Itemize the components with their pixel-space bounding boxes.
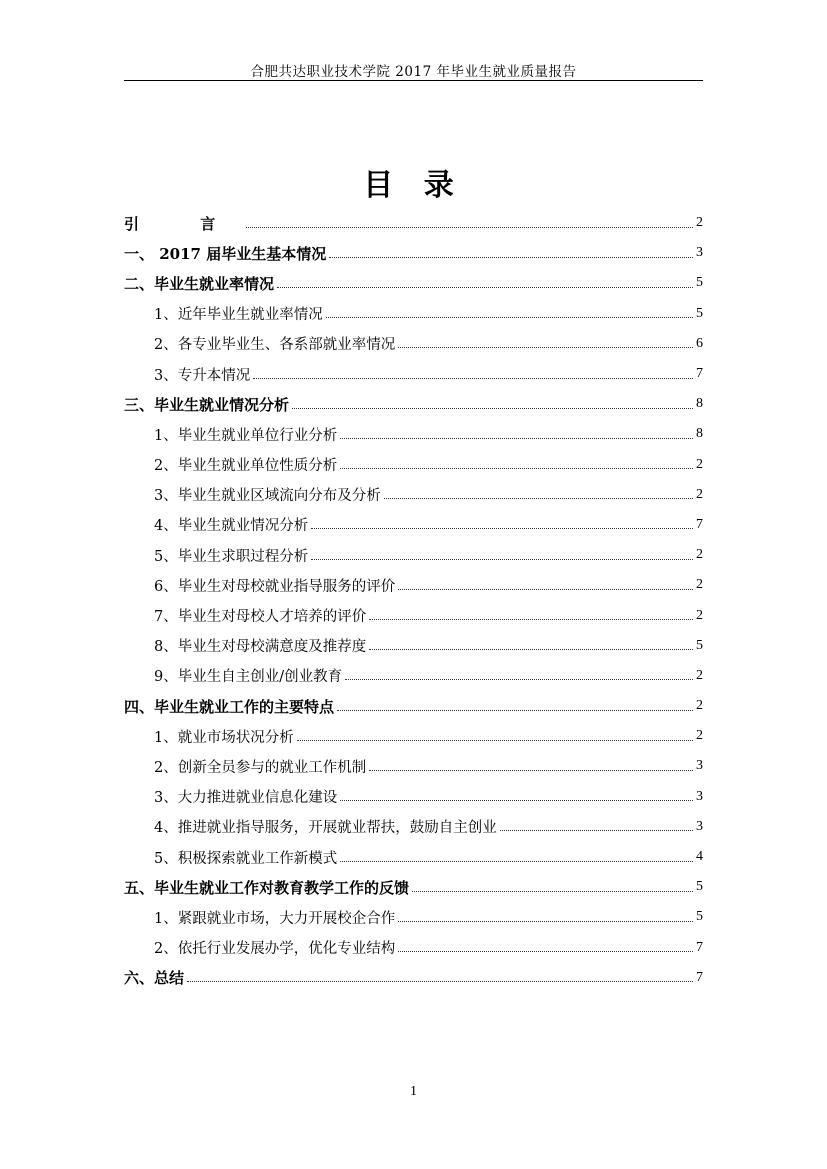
toc-leader-dots xyxy=(369,770,693,771)
toc-entry-page: 5 xyxy=(696,305,703,321)
toc-entry[interactable] xyxy=(124,208,703,238)
toc-entry-page: 4 xyxy=(696,849,703,865)
toc-leader-dots xyxy=(398,951,693,952)
toc-entry-page: 7 xyxy=(696,516,703,532)
toc-entry-page: 2 xyxy=(696,698,703,714)
toc-leader-dots xyxy=(398,921,693,922)
toc-entry-page: 2 xyxy=(696,456,703,472)
toc-leader-dots xyxy=(292,408,693,409)
toc-entry-label: 2、创新全员参与的就业工作机制 xyxy=(154,759,367,776)
toc-entry[interactable] xyxy=(124,238,703,268)
toc-entry-label: 一、 2017 届毕业生基本情况 xyxy=(124,244,327,263)
toc-entry-label: 3、专升本情况 xyxy=(154,367,251,384)
toc-entry[interactable] xyxy=(124,721,703,751)
toc-leader-dots xyxy=(345,679,693,680)
toc-entry-page: 2 xyxy=(696,486,703,502)
toc-leader-dots xyxy=(369,619,693,620)
toc-entry-label: 5、毕业生求职过程分析 xyxy=(154,548,309,565)
toc-entry[interactable] xyxy=(124,872,703,902)
toc-leader-dots xyxy=(412,891,693,892)
toc-entry-label: 6、毕业生对母校就业指导服务的评价 xyxy=(154,578,396,595)
toc-entry-label: 8、毕业生对母校满意度及推荐度 xyxy=(154,639,367,656)
toc-entry-page: 2 xyxy=(696,547,703,563)
toc-leader-dots xyxy=(253,378,693,379)
toc-entry[interactable] xyxy=(124,450,703,480)
toc-entry-label: 三、毕业生就业情况分析 xyxy=(124,395,290,414)
toc-entry-page: 7 xyxy=(696,366,703,382)
toc-entry-label: 9、毕业生自主创业/创业教育 xyxy=(154,669,343,686)
toc-entry[interactable] xyxy=(124,510,703,540)
toc-entry-label: 4、推进就业指导服务，开展就业帮扶，鼓励自主创业 xyxy=(154,820,497,837)
toc-entry-label: 5、积极探索就业工作新模式 xyxy=(154,850,338,867)
toc-entry-label: 3、毕业生就业区域流向分布及分析 xyxy=(154,488,381,505)
toc-entry-page: 2 xyxy=(696,215,703,231)
toc-entry[interactable] xyxy=(124,782,703,812)
toc-entry-page: 7 xyxy=(696,969,703,985)
toc-entry[interactable] xyxy=(124,902,703,932)
toc-entry-page: 5 xyxy=(696,637,703,653)
toc-entry-page: 2 xyxy=(696,577,703,593)
toc-entry[interactable] xyxy=(124,600,703,630)
page-number: 1 xyxy=(410,1084,417,1099)
toc-entry-page: 5 xyxy=(696,879,703,895)
toc-entry[interactable] xyxy=(124,299,703,329)
toc-entry[interactable] xyxy=(124,419,703,449)
toc-entry-label: 2、依托行业发展办学，优化专业结构 xyxy=(154,941,396,958)
toc-entry[interactable] xyxy=(124,661,703,691)
toc-leader-dots xyxy=(187,981,693,982)
toc-entry[interactable] xyxy=(124,691,703,721)
toc-entry-page: 3 xyxy=(696,818,703,834)
toc-entry-label: 四、毕业生就业工作的主要特点 xyxy=(124,697,335,716)
running-header: 合肥共达职业技术学院 2017 年毕业生就业质量报告 xyxy=(250,64,577,80)
toc-entry-label: 2、毕业生就业单位性质分析 xyxy=(154,458,338,475)
toc-entry-page: 2 xyxy=(696,728,703,744)
toc-entry-label: 3、大力推进就业信息化建设 xyxy=(154,790,338,807)
toc-entry[interactable] xyxy=(124,359,703,389)
toc-entry-label: 1、紧跟就业市场，大力开展校企合作 xyxy=(154,910,396,927)
toc-entry-label: 2、各专业毕业生、各系部就业率情况 xyxy=(154,337,396,354)
toc-leader-dots xyxy=(340,468,693,469)
toc-entry-page: 8 xyxy=(696,426,703,442)
toc-entry[interactable] xyxy=(124,751,703,781)
toc-leader-dots xyxy=(340,800,693,801)
toc-leader-dots xyxy=(326,317,693,318)
toc-leader-dots xyxy=(340,861,693,862)
toc-leader-dots xyxy=(384,498,693,499)
toc-entry-label: 1、就业市场状况分析 xyxy=(154,729,294,746)
toc-entry-page: 2 xyxy=(696,667,703,683)
toc-entry-label: 4、毕业生就业情况分析 xyxy=(154,518,309,535)
toc-entry[interactable] xyxy=(124,842,703,872)
toc-leader-dots xyxy=(297,740,693,741)
toc-leader-dots xyxy=(329,257,693,258)
table-of-contents xyxy=(124,208,703,993)
toc-entry[interactable] xyxy=(124,933,703,963)
toc-entry-label: 1、毕业生就业单位行业分析 xyxy=(154,427,338,444)
toc-leader-dots xyxy=(337,710,693,711)
toc-entry[interactable] xyxy=(124,631,703,661)
toc-entry[interactable] xyxy=(124,268,703,298)
toc-entry[interactable] xyxy=(124,480,703,510)
toc-entry-page: 6 xyxy=(696,335,703,351)
toc-leader-dots xyxy=(398,589,693,590)
toc-entry-page: 3 xyxy=(696,758,703,774)
toc-entry[interactable] xyxy=(124,540,703,570)
toc-leader-dots xyxy=(277,287,693,288)
toc-leader-dots xyxy=(340,438,693,439)
toc-leader-dots xyxy=(246,227,693,228)
toc-entry-page: 7 xyxy=(696,939,703,955)
toc-leader-dots xyxy=(369,649,693,650)
toc-entry-page: 3 xyxy=(696,788,703,804)
toc-entry-label: 7、毕业生对母校人才培养的评价 xyxy=(154,609,367,626)
toc-entry-page: 8 xyxy=(696,396,703,412)
toc-entry-label: 1、近年毕业生就业率情况 xyxy=(154,307,323,324)
toc-entry[interactable] xyxy=(124,570,703,600)
toc-entry-label: 二、毕业生就业率情况 xyxy=(124,274,275,293)
toc-entry-page: 5 xyxy=(696,909,703,925)
toc-leader-dots xyxy=(311,559,693,560)
toc-entry[interactable] xyxy=(124,389,703,419)
toc-entry[interactable] xyxy=(124,812,703,842)
toc-leader-dots xyxy=(500,830,693,831)
toc-entry[interactable] xyxy=(124,329,703,359)
toc-entry[interactable] xyxy=(124,963,703,993)
toc-entry-page: 5 xyxy=(696,275,703,291)
header-rule xyxy=(124,80,703,81)
toc-title: 目 录 xyxy=(363,168,464,203)
toc-entry-page: 3 xyxy=(696,245,703,261)
toc-entry-page: 2 xyxy=(696,607,703,623)
toc-leader-dots xyxy=(398,347,693,348)
toc-entry-label: 五、毕业生就业工作对教育教学工作的反馈 xyxy=(124,878,410,897)
toc-leader-dots xyxy=(311,528,693,529)
toc-entry-label: 六、总结 xyxy=(124,969,185,988)
toc-entry-label: 引 言 xyxy=(124,214,244,233)
